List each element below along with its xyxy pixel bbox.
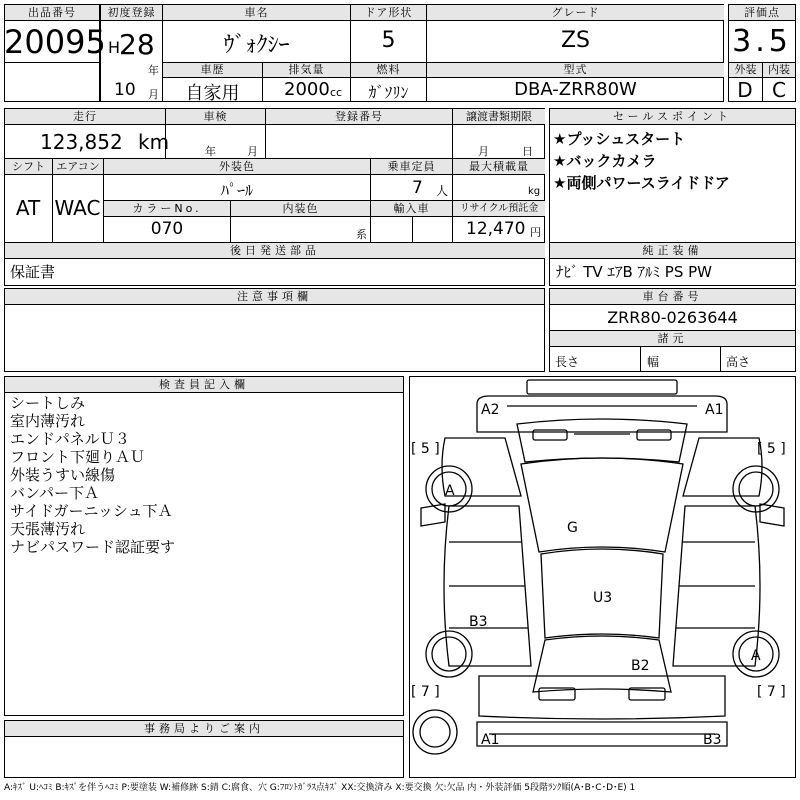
tyre-front-right: [ 5 ] [757,441,786,457]
dims-label: 諸元 [550,331,795,346]
mark-roof: U3 [593,590,613,606]
model: DBA-ZRR80W [514,79,637,100]
transfer-month-unit: 月 [478,145,489,158]
shift: AT [15,196,41,220]
ext-color: ﾊﾟｰﾙ [220,181,253,200]
mileage-label: 走行 [5,109,165,124]
reg-month-unit: 月 [148,88,159,101]
exterior-label: 外装 [729,63,762,77]
mileage-unit: km [138,130,170,154]
post-parts-label: 後日発送部品 [5,243,545,258]
caution-label: 注意事項欄 [5,289,544,304]
recycle-unit: 円 [530,226,541,239]
inspector-note: バンパー下Ａ [10,484,99,502]
length-label: 長さ [555,355,580,369]
chassis-number: ZRR80-0263644 [607,308,738,327]
mark-rear-glass: B2 [631,658,650,674]
model-label: 型式 [427,63,724,77]
inspection-month-unit: 月 [247,145,258,158]
mileage: 123,852 [40,130,123,154]
car-name: ｳﾞｫｸｼｰ [223,33,290,58]
inspector-note: 外装うすい線傷 [10,466,116,484]
transfer-label: 譲渡書類期限 [453,109,545,124]
sales-point: ★両側パワースライドドア [553,174,730,192]
inspector-label: 検査員記入欄 [5,377,403,392]
mark-top-left: A2 [481,402,500,418]
grade-label: グレード [427,5,724,20]
inspector-note: サイドガーニッシュ下Ａ [10,502,173,520]
era: H [108,38,121,57]
sales-point: ★バックカメラ [553,152,657,170]
transfer-day-unit: 日 [522,145,533,158]
history: 自家用 [185,83,240,104]
lot-number-label: 出品番号 [5,5,99,20]
reg-year: 28 [119,28,155,61]
score: 3.5 [732,24,792,59]
equipment-label: 純正装備 [550,243,795,258]
inspector-note: 室内薄汚れ [10,412,86,430]
reg-month: 10 [114,80,136,100]
car-diagram [409,376,796,778]
grade: ZS [560,28,591,53]
mark-left-side: B3 [469,614,488,630]
post-parts: 保証書 [10,263,56,281]
interior-grade: C [772,78,786,102]
mark-windshield: G [567,520,578,536]
color-no: 070 [150,219,184,239]
door-label: ドア形状 [351,5,426,20]
displacement: 2000 [284,79,330,100]
color-no-label: カラーNo. [104,201,230,216]
ac: WAC [54,196,101,220]
legend: A:ｷｽﾞ U:ﾍｺﾐ B:ｷｽﾞを伴うﾍｺﾐ P:要塗装 W:補修跡 S:錆 C:腐食、穴 G:ﾌﾛﾝﾄｶﾞﾗｽ点ｷｽﾞ XX:交換済み X:要交換 欠:欠品 内・外装評価 5段階ﾗﾝｸ順(A･B･C･D･E) 1 [4,783,636,793]
tyre-rear-right: [ 7 ] [757,684,786,700]
import-label: 輸入車 [371,201,452,216]
displacement-label: 排気量 [263,63,350,77]
inspector-notes [10,394,400,556]
tyre-rear-left: [ 7 ] [411,684,440,700]
reg-year-unit: 年 [148,64,159,77]
reg-number-label: 登録番号 [266,109,452,124]
chassis-label: 車台番号 [550,289,795,304]
car-name-label: 車名 [163,5,350,20]
height-label: 高さ [726,355,751,369]
inspector-note: シートしみ [10,394,86,412]
sales-points-list [553,128,793,194]
interior-label: 内装 [763,63,795,77]
inspector-note: ナビパスワード認証要す [10,538,176,556]
width-label: 幅 [647,355,660,369]
int-color-unit: 系 [356,228,367,241]
score-label: 評価点 [729,5,795,20]
mark-rear-right-wheel: A [751,648,761,664]
doors: 5 [381,28,396,53]
shift-label: シフト [5,159,52,174]
load-label: 最大積載量 [453,159,545,174]
mark-bottom-left: A1 [481,732,500,748]
mark-front-left-wheel: A [445,483,455,499]
ext-color-label: 外装色 [104,159,370,174]
capacity: 7 [412,178,423,198]
inspector-note: エンドパネルＵ３ [10,430,130,448]
ac-label: エアコン [53,159,103,174]
inspector-note: フロント下廻りＡＵ [10,448,146,466]
mark-top-right: A1 [705,402,724,418]
inspection-label: 車検 [166,109,265,124]
sales-points-label: セールスポイント [550,109,795,124]
history-label: 車歴 [163,63,262,77]
mark-bottom-right: B3 [703,732,722,748]
inspection-year-unit: 年 [205,145,216,158]
int-color-label: 内装色 [231,201,370,216]
fuel-label: 燃料 [351,63,426,77]
inspector-note: 天張薄汚れ [10,520,86,538]
load-unit: kg [528,186,541,197]
displacement-unit: cc [330,86,343,99]
equipment: ﾅﾋﾞ TV ｴｱB ｱﾙﾐ PS PW [556,263,712,281]
lot-number: 20095 [4,23,106,61]
capacity-label: 乗車定員 [371,159,452,174]
capacity-unit: 人 [436,184,449,198]
sales-point: ★プッシュスタート [553,130,686,148]
office-label: 事務局よりご案内 [5,721,403,736]
fuel: ｶﾞｿﾘﾝ [368,83,409,102]
recycle-fee: 12,470 [466,219,526,239]
exterior-grade: D [737,78,753,102]
tyre-front-left: [ 5 ] [411,441,440,457]
recycle-label: リサイクル預託金 [453,201,545,216]
first-reg-label: 初度登録 [101,5,162,20]
